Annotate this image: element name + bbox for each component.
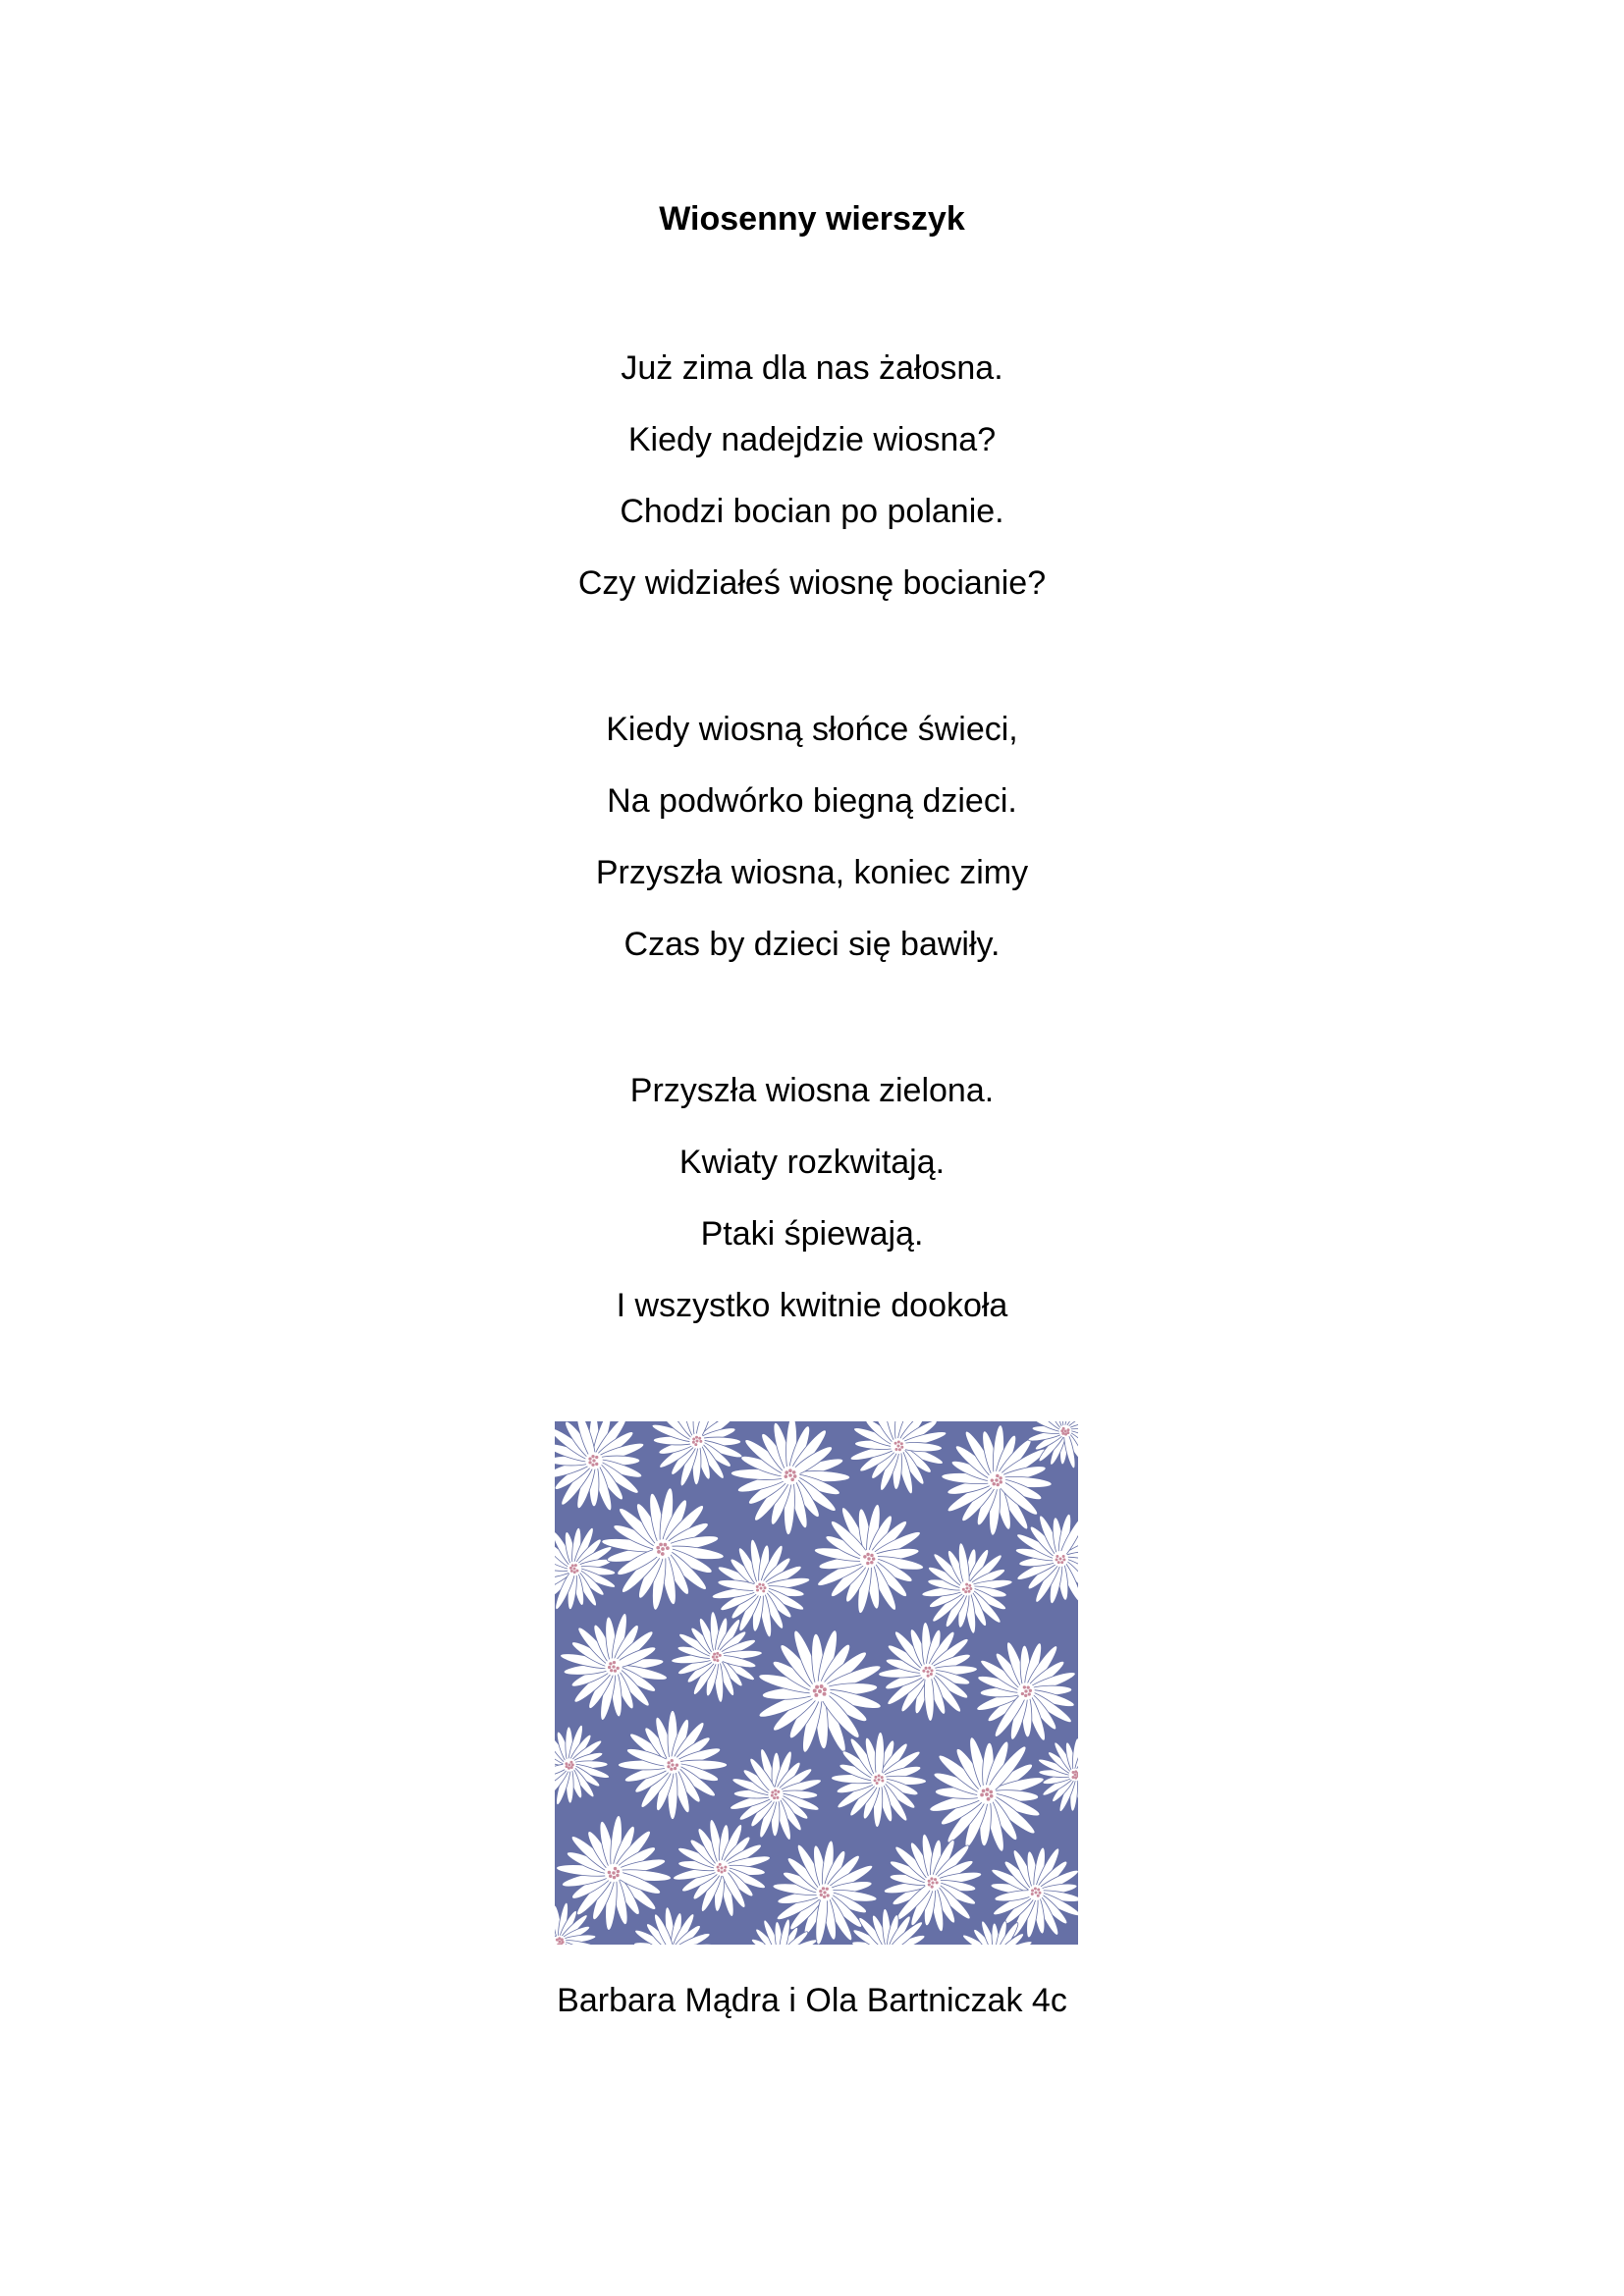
poem-line: Już zima dla nas żałosna. (621, 349, 1003, 387)
poem-line: I wszystko kwitnie dookoła (616, 1287, 1008, 1324)
poem-line: Kiedy wiosną słońce świeci, (606, 711, 1018, 748)
poem-line: Czas by dzieci się bawiły. (623, 926, 1001, 963)
stanza-3 (0, 1055, 1624, 1342)
poem-line: Kiedy nadejdzie wiosna? (627, 421, 997, 458)
poem-line: Przyszła wiosna, koniec zimy (595, 854, 1029, 891)
poem-line: Na podwórko biegną dzieci. (607, 782, 1017, 820)
poem-line: Ptaki śpiewają. (700, 1215, 924, 1253)
stanza-2 (0, 694, 1624, 981)
poem-line: Czy widziałeś wiosnę bocianie? (577, 564, 1047, 602)
poem-line: Chodzi bocian po polanie. (620, 493, 1004, 530)
daisy-pattern-icon (555, 1421, 1078, 1945)
poem-title: Wiosenny wierszyk (659, 200, 965, 238)
poem-line: Przyszła wiosna zielona. (629, 1072, 995, 1109)
daisy-pattern-image (555, 1421, 1078, 1945)
stanza-1 (0, 333, 1624, 619)
poem-line: Kwiaty rozkwitają. (678, 1144, 946, 1181)
author-credit: Barbara Mądra i Ola Bartniczak 4c (557, 1982, 1067, 2019)
